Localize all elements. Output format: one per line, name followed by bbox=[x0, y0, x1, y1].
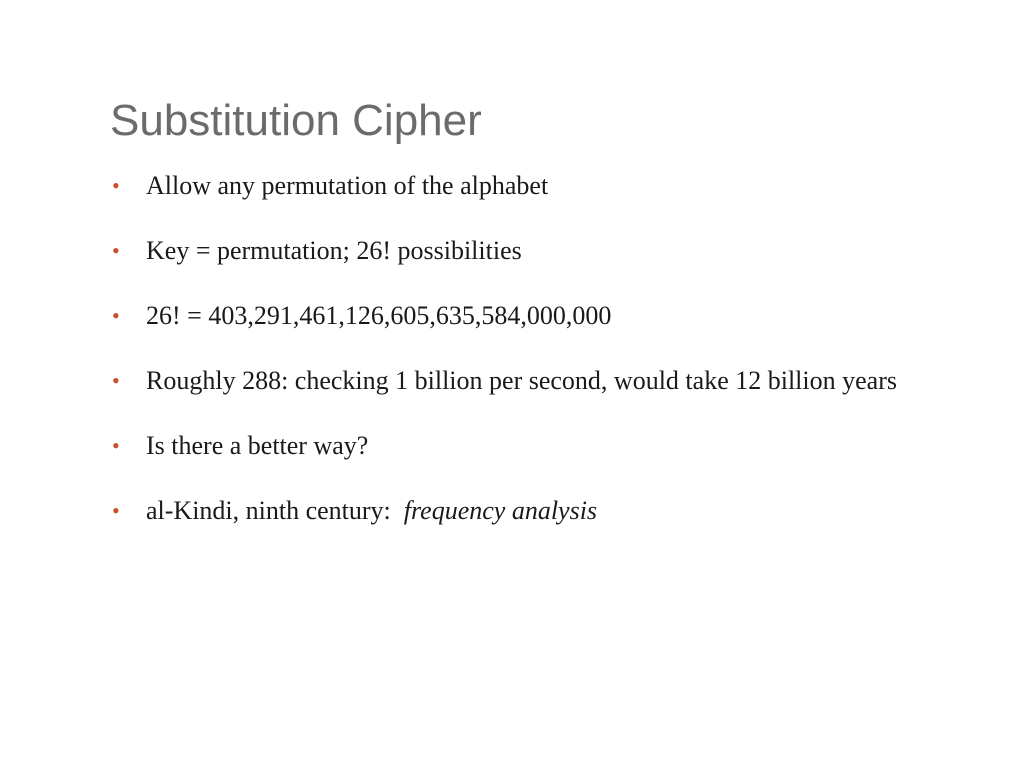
bullet-dot-icon: • bbox=[112, 173, 120, 198]
bullet-dot-icon: • bbox=[112, 368, 120, 393]
bullet-text: 26! = 403,291,461,126,605,635,584,000,000 bbox=[146, 301, 612, 330]
bullet-text: al-Kindi, ninth century: bbox=[146, 496, 404, 525]
bullet-list bbox=[110, 166, 970, 556]
bullet-dot-icon: • bbox=[112, 433, 120, 458]
bullet-text: Key = permutation; 26! possibilities bbox=[146, 236, 522, 265]
bullet-item bbox=[110, 426, 970, 466]
bullet-dot-icon: • bbox=[112, 303, 120, 328]
slide-title: Substitution Cipher bbox=[110, 96, 482, 145]
bullet-item bbox=[110, 361, 970, 401]
bullet-dot-icon: • bbox=[112, 498, 120, 523]
bullet-text: Is there a better way? bbox=[146, 431, 369, 460]
bullet-emphasis: frequency analysis bbox=[403, 496, 598, 525]
bullet-item bbox=[110, 231, 970, 271]
bullet-text: Allow any permutation of the alphabet bbox=[146, 171, 549, 200]
bullet-item bbox=[110, 166, 970, 206]
bullet-item bbox=[110, 296, 970, 336]
bullet-text: Roughly 288: checking 1 billion per second, would take 12 billion years bbox=[146, 366, 897, 395]
bullet-dot-icon: • bbox=[112, 238, 120, 263]
bullet-item bbox=[110, 491, 970, 531]
